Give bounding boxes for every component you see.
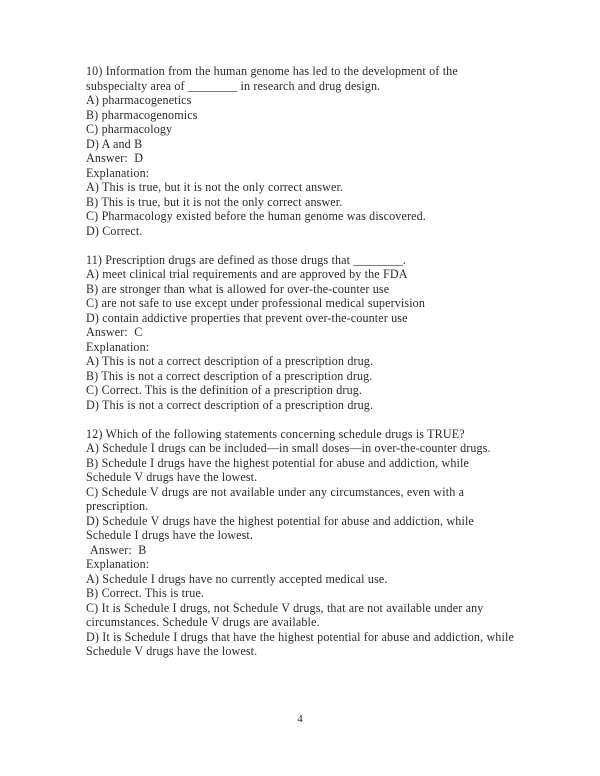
question-stem: 11) Prescription drugs are defined as those drugs that ________. bbox=[86, 252, 406, 267]
explanation-item: C) Correct. This is the definition of a prescription drug. bbox=[86, 383, 363, 397]
question-stem: 10) Information from the human genome has led to the development of the subspecialty area of ________ in research and drug design. bbox=[86, 64, 462, 93]
question-option: D) contain addictive properties that prevent over-the-counter use bbox=[86, 310, 408, 325]
explanation-heading: Explanation: bbox=[86, 339, 150, 354]
explanation-item: A) Schedule I drugs have no currently accepted medical use. bbox=[86, 571, 388, 586]
explanation-item: B) Correct. This is true. bbox=[86, 586, 205, 600]
question-option: C) Schedule V drugs are not available under any circumstances, even with a prescription. bbox=[86, 484, 468, 513]
question-option: A) Schedule I drugs can be included—in small doses—in over-the-counter drugs. bbox=[86, 441, 491, 455]
explanation-item: B) This is not a correct description of a prescription drug. bbox=[86, 368, 373, 383]
explanation-item: B) This is true, but it is not the only correct answer. bbox=[86, 194, 343, 209]
question-option: A) meet clinical trial requirements and are approved by the FDA bbox=[86, 267, 408, 281]
question-option: D) A and B bbox=[86, 136, 143, 151]
explanation-heading: Explanation: bbox=[86, 557, 150, 571]
question-option: C) pharmacology bbox=[86, 122, 173, 136]
question-stem: 12) Which of the following statements concerning schedule drugs is TRUE? bbox=[86, 426, 465, 441]
explanation-item: A) This is true, but it is not the only correct answer. bbox=[86, 180, 344, 194]
explanation-item: D) This is not a correct description of a prescription drug. bbox=[86, 397, 374, 412]
explanation-item: C) Pharmacology existed before the human genome was discovered. bbox=[86, 209, 426, 223]
question-block-11 bbox=[86, 253, 516, 413]
question-option: B) pharmacogenomics bbox=[86, 107, 198, 122]
page-number: 4 bbox=[297, 713, 303, 725]
question-option: A) pharmacogenetics bbox=[86, 93, 192, 107]
answer-line: Answer: C bbox=[86, 325, 143, 339]
question-option: C) are not safe to use except under professional medical supervision bbox=[86, 296, 426, 310]
explanation-heading: Explanation: bbox=[86, 165, 150, 180]
explanation-item: D) Correct. bbox=[86, 223, 143, 238]
answer-line: Answer: B bbox=[90, 542, 147, 557]
explanation-item: D) It is Schedule I drugs that have the highest potential for abuse and addiction, while Schedule V drugs have the lowest. bbox=[86, 629, 518, 658]
question-block-12 bbox=[86, 427, 516, 659]
question-option: B) are stronger than what is allowed for over-the-counter use bbox=[86, 281, 390, 296]
page-content bbox=[86, 64, 516, 659]
explanation-item: A) This is not a correct description of a prescription drug. bbox=[86, 354, 374, 368]
question-option: D) Schedule V drugs have the highest potential for abuse and addiction, while Schedule I drugs have the lowest. bbox=[86, 513, 478, 542]
question-option: B) Schedule I drugs have the highest potential for abuse and addiction, while Schedule V drugs have the lowest. bbox=[86, 455, 473, 484]
explanation-item: C) It is Schedule I drugs, not Schedule V drugs, that are not available under any circumstances. Schedule V drugs are available. bbox=[86, 600, 487, 629]
question-block-10 bbox=[86, 64, 516, 238]
answer-line: Answer: D bbox=[86, 151, 144, 165]
